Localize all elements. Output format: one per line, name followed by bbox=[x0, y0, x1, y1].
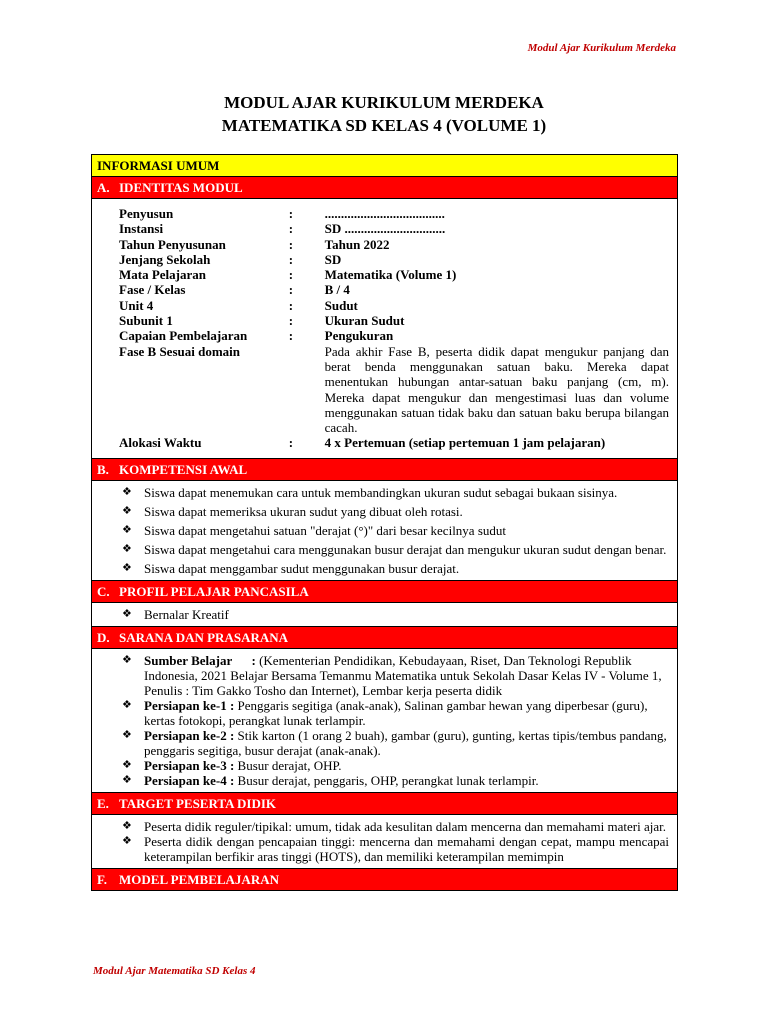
identitas-row bbox=[119, 252, 669, 267]
informasi-umum-bar: INFORMASI UMUM bbox=[92, 155, 677, 177]
sarana-key: Persiapan ke-3 : bbox=[144, 757, 235, 773]
kompetensi-item bbox=[122, 485, 669, 500]
sarana-list bbox=[92, 653, 669, 788]
identitas-label: Mata Pelajaran bbox=[119, 267, 207, 283]
identitas-value: Matematika (Volume 1) bbox=[324, 267, 457, 283]
target-block bbox=[92, 815, 677, 869]
target-item bbox=[122, 819, 669, 834]
alokasi-label: Alokasi Waktu bbox=[119, 435, 202, 451]
identitas-value: Pengukuran bbox=[324, 328, 394, 344]
sarana-text-wrap bbox=[144, 653, 662, 698]
kompetensi-item bbox=[122, 561, 669, 576]
kompetensi-list bbox=[92, 485, 669, 576]
section-c-letter: C. bbox=[97, 583, 110, 599]
diamond-bullet-icon: ❖ bbox=[122, 523, 132, 536]
section-c-header bbox=[92, 581, 677, 603]
diamond-bullet-icon: ❖ bbox=[122, 485, 132, 498]
section-a-header bbox=[92, 177, 677, 199]
sarana-text: (Kementerian Pendidikan, Kebudayaan, Riset, Dan Teknologi Republik Indonesia, 2021 Belajar Bersama Temanmu Matematika untuk Sekolah Dasar Kelas IV - Volume 1, Penulis : Tim Gakko Tosho dan Internet), Lembar kerja peserta didik bbox=[144, 652, 662, 698]
sarana-text: Stik karton (1 orang 2 buah), gambar (guru), gunting, kertas tipis/tembus pandang, penggaris segitiga, busur derajat (anak-anak). bbox=[144, 727, 667, 758]
identitas-value: B / 4 bbox=[324, 282, 350, 298]
identitas-value: SD bbox=[324, 251, 342, 267]
identitas-row bbox=[119, 282, 669, 297]
identitas-colon: : bbox=[288, 313, 294, 329]
sarana-item bbox=[122, 758, 669, 773]
section-b-title: KOMPETENSI AWAL bbox=[119, 461, 248, 477]
identitas-row bbox=[119, 298, 669, 313]
identitas-label: Fase / Kelas bbox=[119, 282, 186, 298]
section-e-title: TARGET PESERTA DIDIK bbox=[119, 795, 277, 811]
identitas-colon: : bbox=[288, 221, 294, 237]
identitas-row bbox=[119, 206, 669, 221]
identitas-label: Capaian Pembelajaran bbox=[119, 328, 248, 344]
sarana-text-wrap bbox=[144, 758, 342, 773]
section-d-header bbox=[92, 627, 677, 649]
sarana-item bbox=[122, 698, 669, 728]
sarana-key: Persiapan ke-4 : bbox=[144, 772, 235, 788]
profil-block bbox=[92, 603, 677, 627]
section-d-letter: D. bbox=[97, 629, 110, 645]
section-f-header bbox=[92, 869, 677, 890]
fase-b-row bbox=[119, 344, 669, 436]
profil-text: Bernalar Kreatif bbox=[144, 606, 229, 622]
sarana-text-wrap bbox=[144, 773, 539, 788]
sarana-key: Sumber Belajar : bbox=[144, 652, 256, 668]
identitas-colon: : bbox=[288, 297, 294, 313]
kompetensi-text: Siswa dapat menggambar sudut menggunakan busur derajat. bbox=[144, 560, 460, 576]
identitas-colon: : bbox=[288, 251, 294, 267]
identitas-table bbox=[92, 203, 669, 454]
identitas-colon: : bbox=[288, 282, 294, 298]
section-f-letter: F. bbox=[97, 871, 107, 887]
identitas-label: Subunit 1 bbox=[119, 313, 173, 329]
identitas-label: Tahun Penyusunan bbox=[119, 236, 226, 252]
diamond-bullet-icon: ❖ bbox=[122, 819, 132, 832]
identitas-value: Ukuran Sudut bbox=[324, 313, 405, 329]
section-a-letter: A. bbox=[97, 180, 110, 195]
identitas-colon: : bbox=[288, 328, 294, 344]
identitas-colon: : bbox=[288, 267, 294, 283]
section-d-title: SARANA DAN PRASARANA bbox=[119, 629, 289, 645]
diamond-bullet-icon: ❖ bbox=[122, 758, 132, 771]
target-text: Peserta didik reguler/tipikal: umum, tidak ada kesulitan dalam mencerna dan memahami materi ajar. bbox=[144, 818, 666, 834]
identitas-row bbox=[119, 328, 669, 343]
identitas-label: Unit 4 bbox=[119, 297, 154, 313]
kompetensi-text: Siswa dapat memeriksa ukuran sudut yang dibuat oleh rotasi. bbox=[144, 503, 463, 519]
alokasi-colon: : bbox=[288, 435, 294, 451]
sarana-key: Persiapan ke-1 : bbox=[144, 697, 235, 713]
document-title bbox=[0, 91, 768, 137]
kompetensi-text: Siswa dapat menemukan cara untuk membandingkan ukuran sudut sebagai bukaan sisinya. bbox=[144, 484, 618, 500]
identitas-row bbox=[119, 237, 669, 252]
diamond-bullet-icon: ❖ bbox=[122, 773, 132, 786]
section-e-letter: E. bbox=[97, 795, 109, 811]
target-list bbox=[92, 819, 669, 864]
profil-item bbox=[122, 607, 669, 622]
sarana-item bbox=[122, 653, 669, 698]
sarana-text: Busur derajat, OHP. bbox=[234, 757, 342, 773]
identitas-value: Sudut bbox=[324, 297, 358, 313]
section-a-title: IDENTITAS MODUL bbox=[119, 180, 243, 195]
identitas-block bbox=[92, 199, 677, 459]
title-line-2: MATEMATIKA SD KELAS 4 (VOLUME 1) bbox=[221, 116, 547, 135]
diamond-bullet-icon: ❖ bbox=[122, 542, 132, 555]
running-footer: Modul Ajar Matematika SD Kelas 4 bbox=[93, 965, 256, 977]
section-e-header bbox=[92, 793, 677, 815]
fase-b-spacer bbox=[289, 344, 325, 436]
sarana-text: Penggaris segitiga (anak-anak), Salinan gambar hewan yang diperbesar (guru), kertas fotokopi, perangkat lunak terlampir. bbox=[144, 697, 648, 728]
fase-b-label: Fase B Sesuai domain bbox=[119, 343, 240, 359]
section-f-title: MODEL PEMBELAJARAN bbox=[119, 871, 279, 887]
sarana-text-wrap bbox=[144, 698, 648, 728]
sarana-item bbox=[122, 728, 669, 758]
section-b-letter: B. bbox=[97, 461, 109, 477]
diamond-bullet-icon: ❖ bbox=[122, 834, 132, 847]
kompetensi-text: Siswa dapat mengetahui satuan "derajat (°)" dari besar kecilnya sudut bbox=[144, 522, 506, 538]
section-b-header bbox=[92, 459, 677, 481]
sarana-text: Busur derajat, penggaris, OHP, perangkat lunak terlampir. bbox=[234, 772, 539, 788]
diamond-bullet-icon: ❖ bbox=[122, 653, 132, 666]
sarana-block bbox=[92, 649, 677, 793]
section-c-title: PROFIL PELAJAR PANCASILA bbox=[119, 583, 309, 599]
identitas-row bbox=[119, 221, 669, 236]
fase-b-text: Pada akhir Fase B, peserta didik dapat mengukur panjang dan berat benda menggunakan satuan baku. Mereka dapat menentukan hubungan antar-satuan baku panjang (cm, m). Mereka dapat mengukur dan mengestimasi luas dan volume menggunakan satuan tidak baku dan satuan baku berupa bilangan cacah. bbox=[324, 343, 669, 436]
profil-list bbox=[92, 607, 669, 622]
sarana-text-wrap bbox=[144, 728, 667, 758]
kompetensi-block bbox=[92, 481, 677, 581]
kompetensi-item bbox=[122, 542, 669, 557]
identitas-value: Tahun 2022 bbox=[324, 236, 390, 252]
identitas-row bbox=[119, 267, 669, 282]
diamond-bullet-icon: ❖ bbox=[122, 728, 132, 741]
diamond-bullet-icon: ❖ bbox=[122, 504, 132, 517]
identitas-label: Jenjang Sekolah bbox=[119, 251, 211, 267]
alokasi-value: 4 x Pertemuan (setiap pertemuan 1 jam pelajaran) bbox=[324, 435, 606, 451]
title-line-1: MODUL AJAR KURIKULUM MERDEKA bbox=[224, 93, 544, 112]
identitas-label: Instansi bbox=[119, 221, 164, 237]
diamond-bullet-icon: ❖ bbox=[122, 698, 132, 711]
kompetensi-item bbox=[122, 504, 669, 519]
sarana-item bbox=[122, 773, 669, 788]
identitas-label: Penyusun bbox=[119, 206, 174, 221]
identitas-colon: : bbox=[288, 206, 294, 221]
identitas-colon: : bbox=[288, 236, 294, 252]
target-item bbox=[122, 834, 669, 864]
module-table bbox=[91, 154, 678, 891]
diamond-bullet-icon: ❖ bbox=[122, 607, 132, 620]
running-header: Modul Ajar Kurikulum Merdeka bbox=[527, 42, 676, 54]
sarana-key: Persiapan ke-2 : bbox=[144, 727, 235, 743]
identitas-value: SD ............................... bbox=[324, 221, 446, 237]
target-text: Peserta didik dengan pencapaian tinggi: mencerna dan memahami dengan cepat, mampu mencapai keterampilan berfikir aras tinggi (HOTS), dan memiliki keterampilan memimpin bbox=[144, 833, 669, 864]
alokasi-row bbox=[119, 435, 669, 450]
diamond-bullet-icon: ❖ bbox=[122, 561, 132, 574]
kompetensi-text: Siswa dapat mengetahui cara menggunakan busur derajat dan mengukur ukuran sudut dengan benar. bbox=[144, 541, 667, 557]
kompetensi-item bbox=[122, 523, 669, 538]
identitas-row bbox=[119, 313, 669, 328]
identitas-value: ..................................... bbox=[324, 206, 445, 221]
